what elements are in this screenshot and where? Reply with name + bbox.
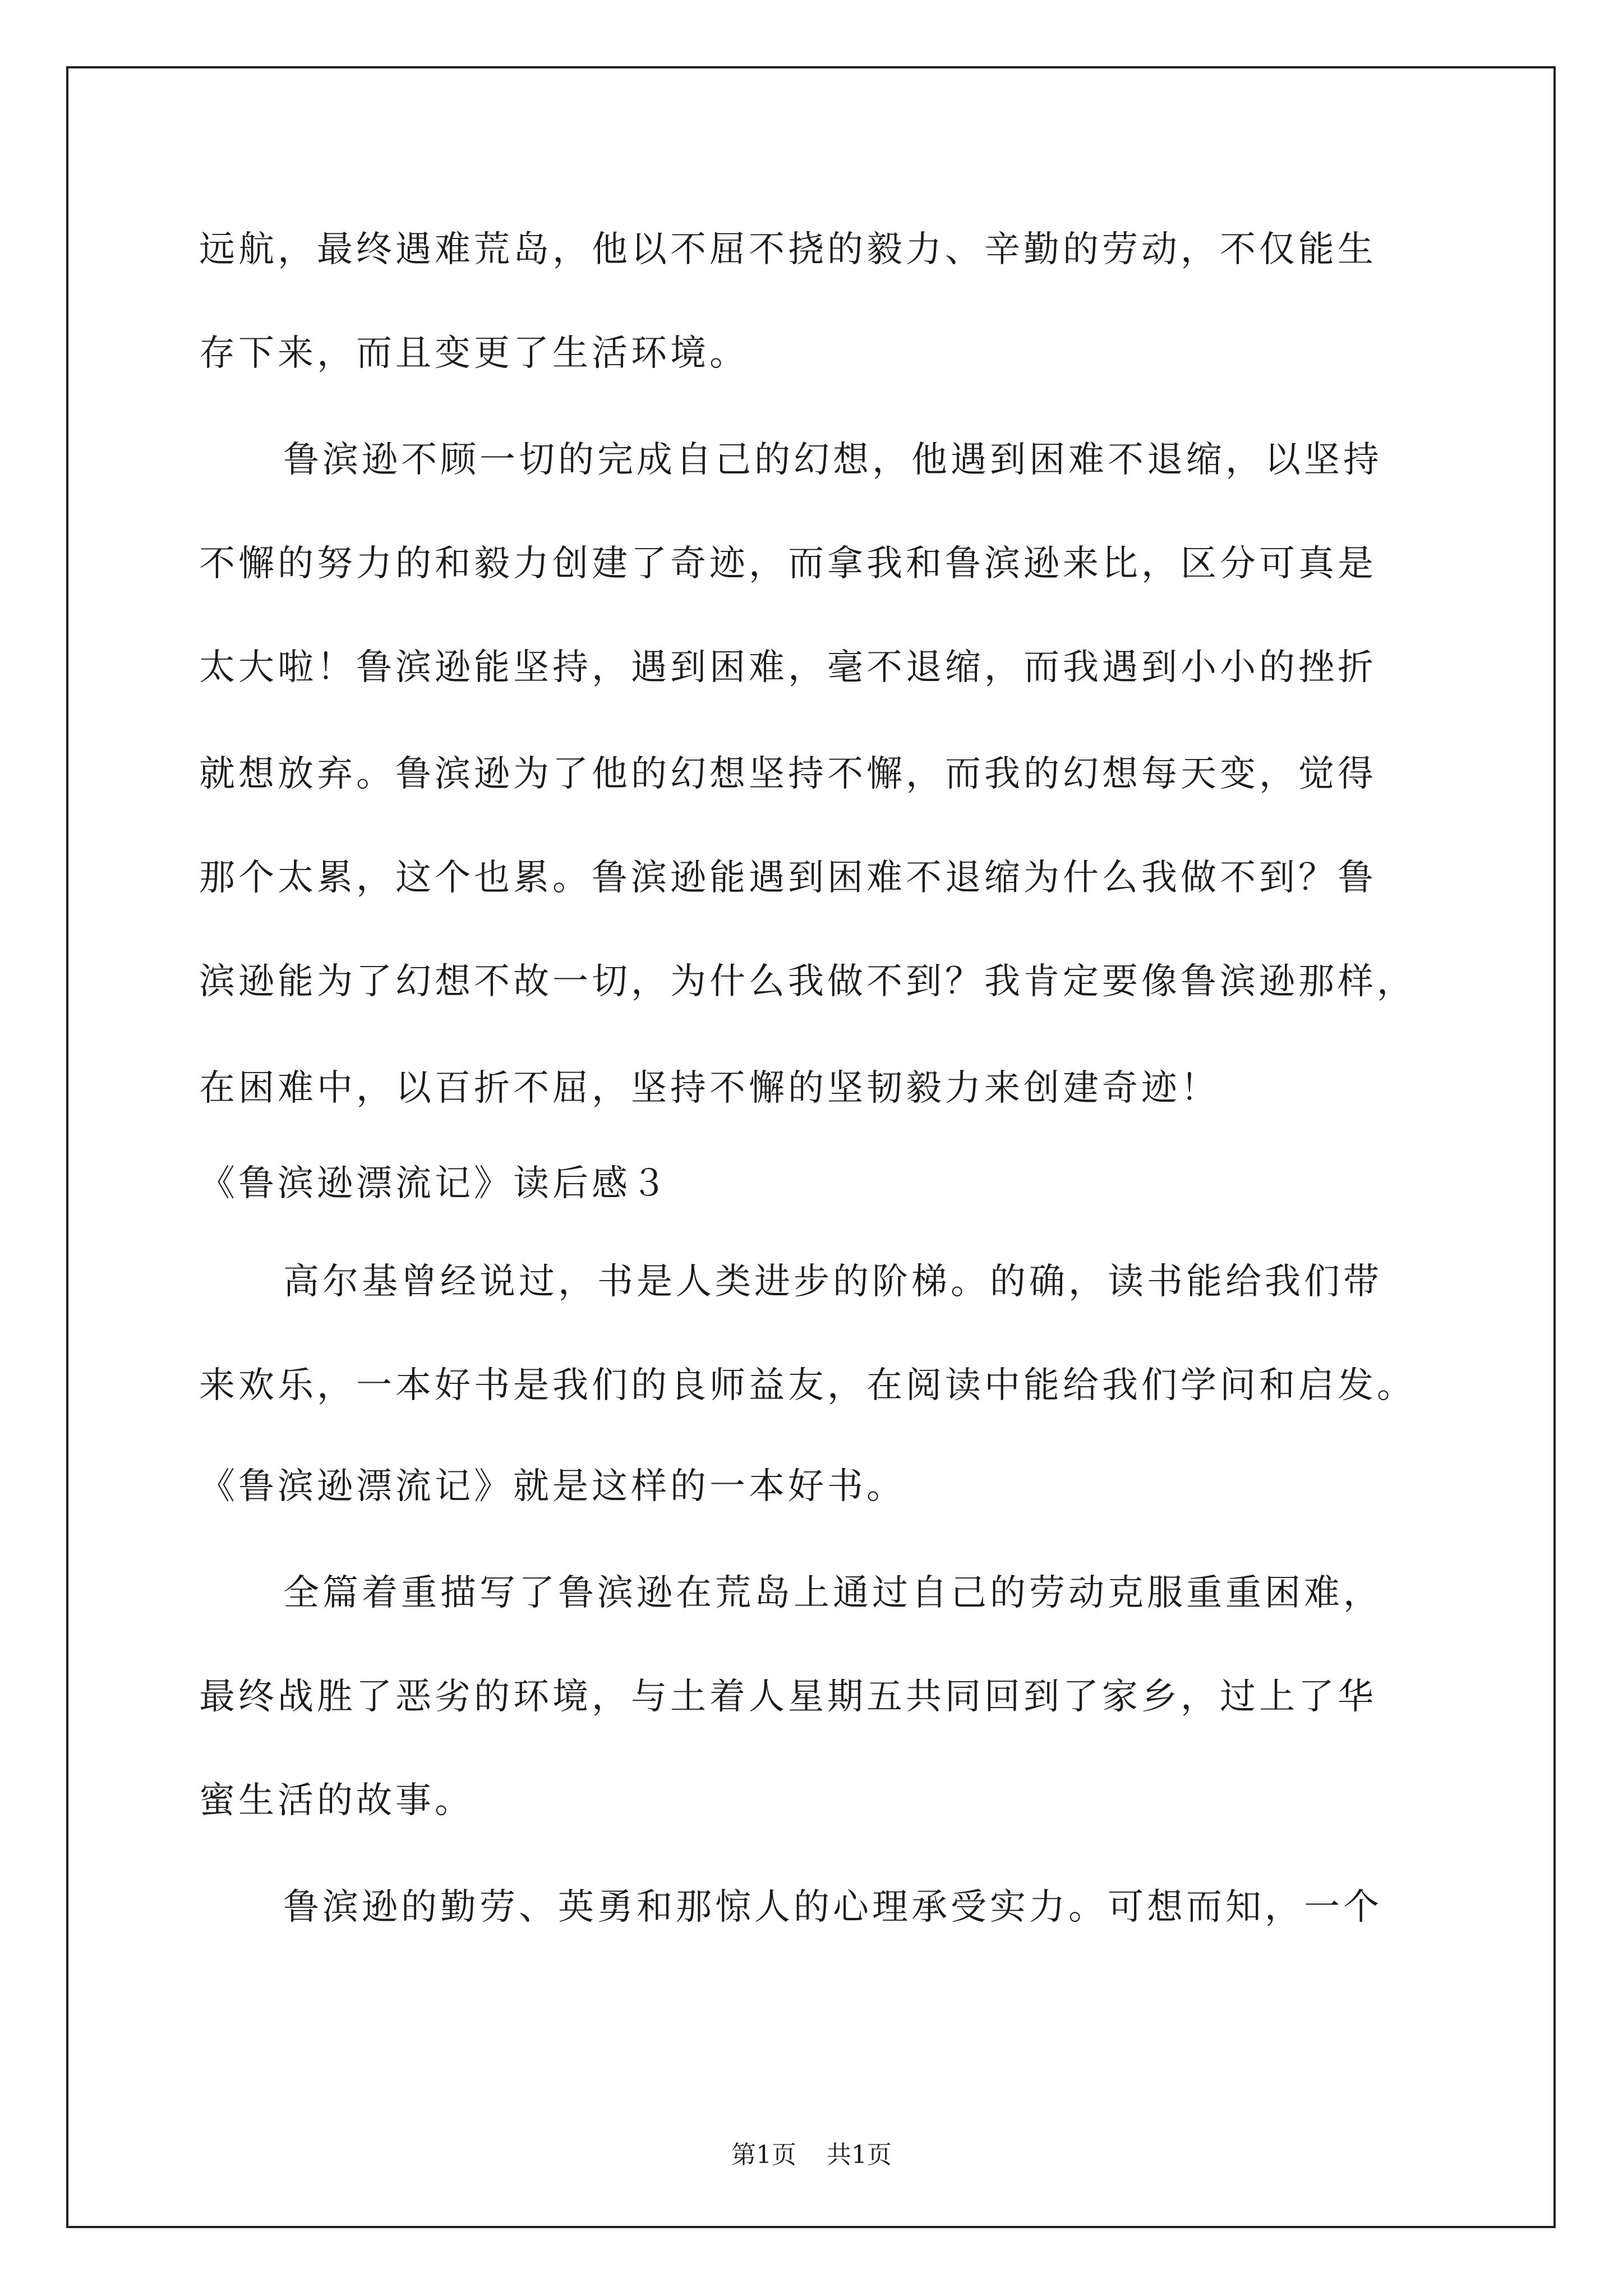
body-text-line: 鲁滨逊的勤劳、英勇和那惊人的心理承受实力。可想而知，一个	[283, 1887, 1382, 1928]
body-text-line: 那个太累，这个也累。鲁滨逊能遇到困难不退缩为什么我做不到？鲁	[199, 857, 1377, 899]
body-text-line: 来欢乐，一本好书是我们的良师益友，在阅读中能给我们学问和启发。	[199, 1365, 1416, 1406]
page-total: 共1页	[827, 2141, 892, 2169]
body-text-line: 全篇着重描写了鲁滨逊在荒岛上通过自己的劳动克服重重困难，	[283, 1572, 1382, 1614]
body-text-line: 就想放弃。鲁滨逊为了他的幻想坚持不懈，而我的幻想每天变，觉得	[199, 753, 1377, 795]
page-number: 第1页	[731, 2141, 796, 2169]
body-text-line: 远航，最终遇难荒岛，他以不屈不挠的毅力、辛勤的劳动，不仅能生	[199, 229, 1377, 270]
body-text-line: 最终战胜了恶劣的环境，与土着人星期五共同回到了家乡，过上了华	[199, 1676, 1377, 1718]
body-text-line: 蜜生活的故事。	[199, 1780, 474, 1821]
body-text-line: 不懈的努力的和毅力创建了奇迹，而拿我和鲁滨逊来比，区分可真是	[199, 543, 1377, 585]
page-footer	[0, 2134, 1623, 2170]
body-text-line: 高尔基曾经说过，书是人类进步的阶梯。的确，读书能给我们带	[283, 1261, 1382, 1303]
section-heading: 《鲁滨逊漂流记》读后感３	[199, 1163, 670, 1204]
body-text-line: 在困难中，以百折不屈，坚持不懈的坚韧毅力来创建奇迹！	[199, 1068, 1220, 1109]
body-text-line: 《鲁滨逊漂流记》就是这样的一本好书。	[199, 1466, 906, 1507]
body-text-line: 鲁滨逊不顾一切的完成自己的幻想，他遇到困难不退缩，以坚持	[283, 439, 1382, 481]
body-text-line: 存下来，而且变更了生活环境。	[199, 333, 749, 374]
body-text-line: 滨逊能为了幻想不故一切，为什么我做不到？我肯定要像鲁滨逊那样，	[199, 961, 1416, 1002]
body-text-line: 太大啦！鲁滨逊能坚持，遇到困难，毫不退缩，而我遇到小小的挫折	[199, 647, 1377, 688]
